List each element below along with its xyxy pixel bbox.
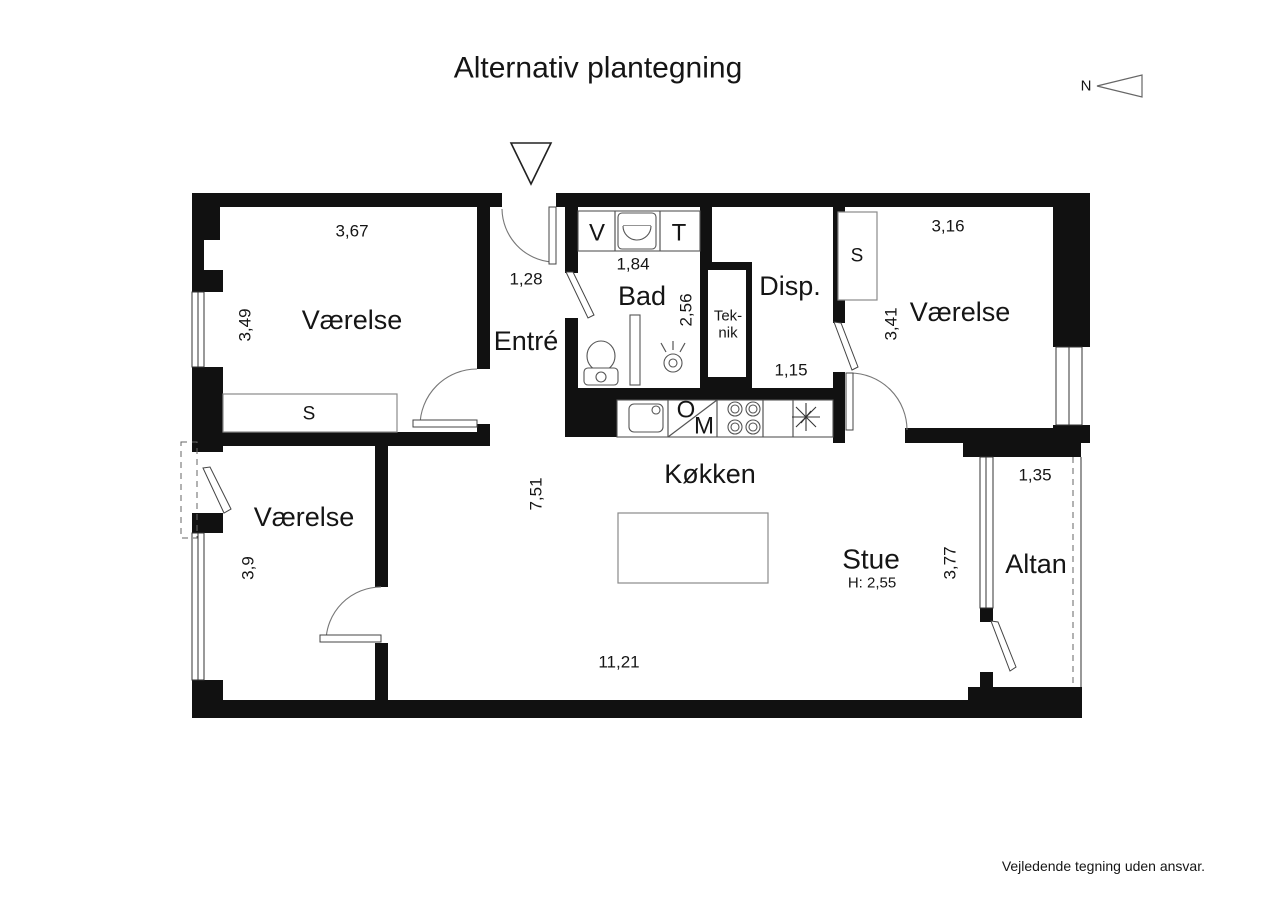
room-label-altan: Altan — [1005, 549, 1067, 579]
disclaimer-text: Vejledende tegning uden ansvar. — [1001, 858, 1205, 874]
dim-vaerelse-top-right-depth: 3,41 — [881, 307, 901, 341]
wall-segment — [905, 428, 1090, 443]
window — [980, 457, 993, 608]
door-leaf — [834, 322, 858, 370]
door-arc — [502, 209, 552, 262]
dim-disp-width: 1,15 — [774, 360, 808, 380]
closet-label: S — [302, 403, 316, 425]
entrance-arrow-icon — [511, 143, 551, 184]
dim-stue-ceiling-height: H: 2,55 — [847, 574, 897, 592]
room-label-vaerelse-bottom-left: Værelse — [253, 502, 355, 532]
wall-segment — [556, 193, 1090, 207]
dim-stue-depth: 3,77 — [940, 546, 960, 580]
room-label-koekken: Køkken — [664, 459, 756, 489]
dim-living-depth: 7,51 — [526, 477, 546, 511]
wall-segment — [980, 672, 993, 688]
door-leaf — [320, 635, 381, 642]
wall-segment — [375, 446, 388, 587]
door-leaf — [846, 373, 853, 430]
wall-segment — [375, 643, 388, 718]
shower-screen — [630, 315, 640, 385]
wall-segment — [477, 207, 490, 369]
wall-segment — [565, 207, 578, 273]
door-leaf — [203, 467, 231, 513]
door-arc — [326, 587, 381, 642]
window — [1056, 347, 1082, 425]
room-label-vaerelse-top-left: Værelse — [301, 305, 403, 335]
dim-living-width: 11,21 — [598, 652, 640, 672]
kitchen-counter — [617, 397, 833, 440]
kitchen-island — [618, 513, 768, 583]
north-label: N — [1080, 77, 1092, 95]
dim-vaerelse-bottom-left-depth: 3,9 — [238, 556, 258, 580]
wall-segment — [980, 608, 993, 622]
washer-label: V — [588, 219, 606, 247]
door-leaf — [566, 272, 594, 318]
dim-altan-width: 1,35 — [1018, 465, 1052, 485]
wall-segment — [833, 372, 845, 443]
room-label-entre: Entré — [493, 326, 559, 356]
dim-bad-width: 1,84 — [616, 254, 650, 274]
fridge-icon — [792, 403, 820, 431]
dim-vaerelse-top-left-depth: 3,49 — [235, 308, 255, 342]
room-label-vaerelse-top-right: Værelse — [909, 297, 1011, 327]
room-label-teknik-line2: nik — [718, 324, 738, 342]
wall-segment — [1053, 193, 1090, 347]
closet-label: S — [850, 245, 864, 267]
page-title: Alternativ plantegning — [453, 51, 743, 85]
dim-vaerelse-top-left-width: 3,67 — [335, 221, 369, 241]
north-arrow-icon — [1081, 75, 1142, 97]
kitchen-sink-icon — [629, 404, 663, 432]
dryer-label: T — [671, 219, 687, 247]
door-arc — [850, 373, 907, 430]
wall-segment — [477, 424, 490, 434]
wall-segment — [565, 388, 845, 400]
dim-entre-width: 1,28 — [509, 269, 543, 289]
oven-label: O — [676, 396, 696, 424]
door-arc — [420, 369, 477, 426]
wall-segment — [565, 395, 617, 437]
door-leaf — [549, 207, 556, 264]
wall-segment — [192, 700, 968, 718]
door-leaf — [413, 420, 477, 427]
wall-segment — [192, 270, 223, 292]
dim-vaerelse-top-right-width: 3,16 — [931, 216, 965, 236]
toilet-icon — [584, 341, 618, 385]
dim-bad-depth: 2,56 — [676, 293, 696, 327]
room-label-disp: Disp. — [759, 271, 821, 301]
room-label-bad: Bad — [617, 281, 667, 311]
window — [192, 533, 204, 680]
window — [192, 292, 204, 367]
micro-label: M — [694, 412, 714, 440]
wall-segment — [192, 432, 490, 446]
door-leaf — [991, 621, 1016, 671]
wall-segment — [565, 318, 578, 395]
north-triangle — [1097, 75, 1142, 97]
room-label-teknik-line1: Tek- — [713, 307, 743, 325]
room-label-stue: Stue — [842, 543, 900, 575]
wall-segment — [968, 687, 1082, 718]
wall-segment — [192, 193, 502, 207]
bath-sink-icon — [618, 213, 656, 249]
shower-icon — [661, 341, 685, 372]
